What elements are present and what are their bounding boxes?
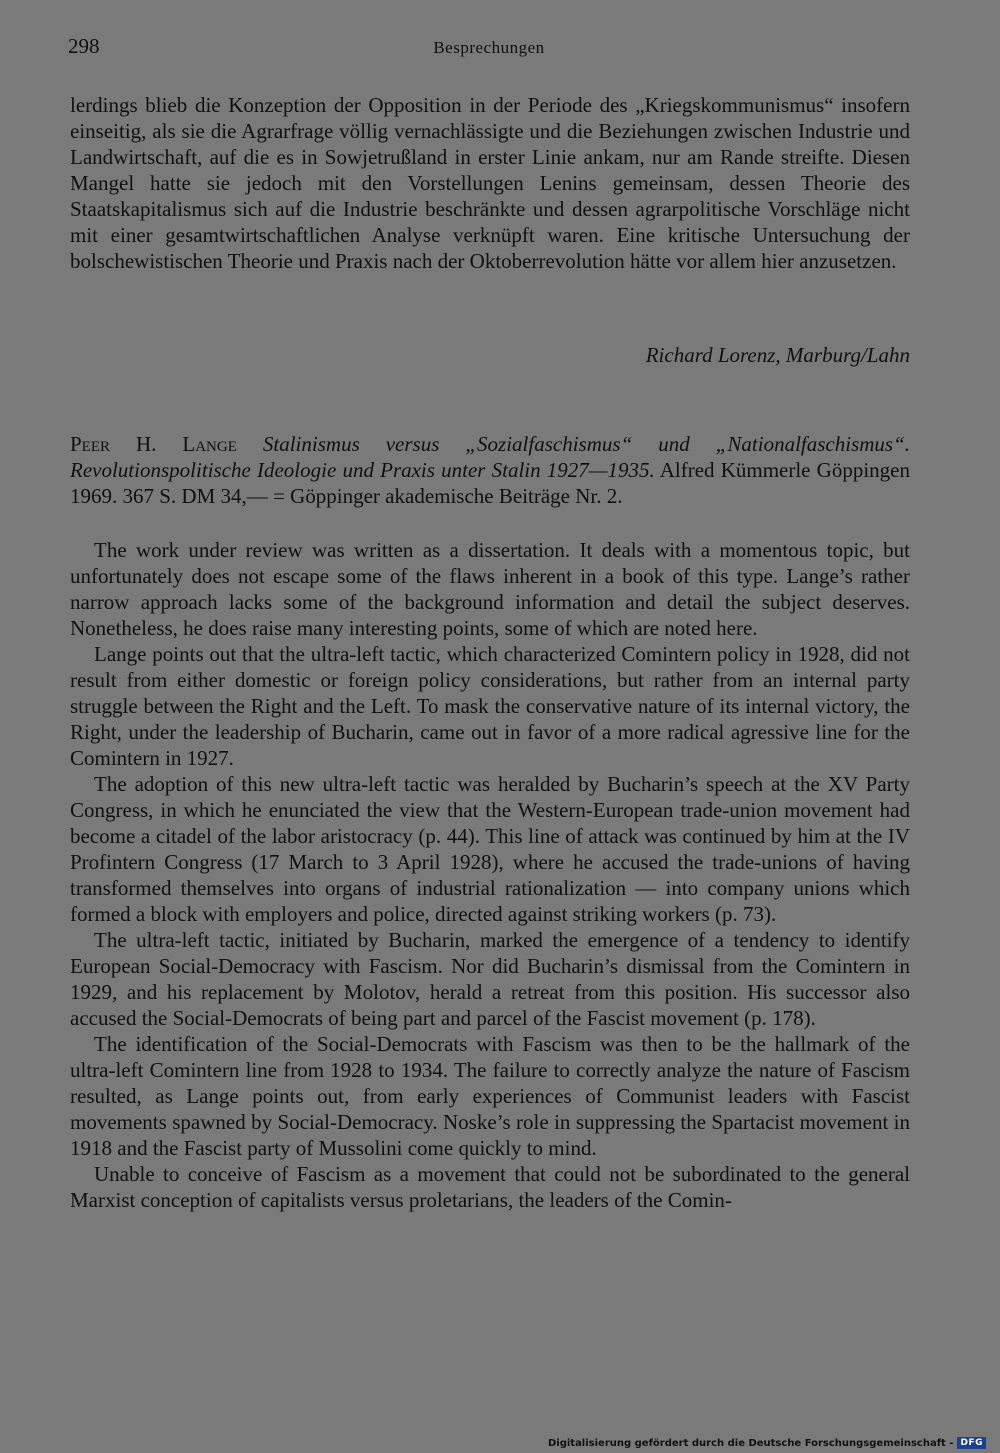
review-paragraph: Lange points out that the ultra-left tactic, which characterized Comintern policy in 1928, did not result from either domestic or foreign policy considerations, but rather from an internal party struggle between the Right and the Left. To mask the conservative nature of its internal victory, the Right, under the leadership of Bucharin, came out in favor of a more radical agressive line for the Comintern in 1927. (70, 642, 910, 770)
book-publication: Alfred Kümmerle Göppingen 1969. 367 S. DM 34,— = Göppinger akademische Beiträge Nr. 2. (70, 458, 910, 508)
credit-text: Digitalisierung gefördert durch die Deutsche Forschungsgemeinschaft - (547, 1437, 954, 1449)
review-paragraph: The ultra-left tactic, initiated by Bucharin, marked the emergence of a tendency to identify European Social-Democracy with Fascism. Nor did Bucharin’s dismissal from the Comintern in 1929, and his replacement by Molotov, herald a retreat from this position. His successor also accused the Social-Democrats of being part and parcel of the Fascist movement (p. 178). (70, 928, 910, 1030)
review-paragraph: The work under review was written as a dissertation. It deals with a momentous topic, but unfortunately does not escape some of the flaws inherent in a book of this type. Lange’s rather narrow approach lacks some of the background information and detail the subject deserves. Nonetheless, he does raise many interesting points, some of which are noted here. (70, 538, 910, 640)
dfg-logo-icon: DFG (957, 1437, 986, 1449)
review-paragraph: The identification of the Social-Democrats with Fascism was then to be the hallmark of the ultra-left Comintern line from 1928 to 1934. The failure to correctly analyze the nature of Fascism resulted, as Lange points out, from early experiences of Communist leaders with Fascist movements spawned by Social-Democracy. Noske’s role in suppressing the Spartacist movement in 1918 and the Fascist party of Mussolini come quickly to mind. (70, 1032, 910, 1160)
reviewer-signature: Richard Lorenz, Marburg/Lahn (645, 343, 910, 367)
book-title: Stalinismus versus „Sozialfaschismus“ und „Nationalfaschismus“. Revolutionspolitische Ideologie und Praxis unter Stalin 1927—1935. (70, 432, 911, 482)
page-number: 298 (68, 34, 100, 58)
review-body (70, 537, 910, 1213)
running-head: Besprechungen (433, 38, 545, 57)
review-paragraph: Unable to conceive of Fascism as a movement that could not be subordinated to the general Marxist conception of capitalists versus proletarians, the leaders of the Comin- (70, 1162, 910, 1212)
review-citation (70, 431, 910, 509)
book-author: Peer H. Lange (70, 432, 237, 456)
page-header (68, 34, 910, 64)
digitization-credit (548, 1437, 986, 1449)
review-paragraph: The adoption of this new ultra-left tactic was heralded by Bucharin’s speech at the XV Party Congress, in which he enunciated the view that the Western-European trade-union movement had become a citadel of the labor aristocracy (p. 44). This line of attack was continued by him at the IV Profintern Congress (17 March to 3 April 1928), where he accused the trade-unions of having transformed themselves into organs of industrial rationalization — into company unions which formed a block with employers and police, directed against striking workers (p. 73). (70, 772, 910, 926)
previous-review-paragraph: lerdings blieb die Konzeption der Opposition in der Periode des „Kriegskommunismus“ insofern einseitig, als sie die Agrarfrage völlig vernachlässigte und die Beziehungen zwischen Industrie und Landwirtschaft, auf die es in Sowjetrußland in erster Linie ankam, nur am Rande streifte. Diesen Mangel hatte sie jedoch mit den Vorstellungen Lenins gemeinsam, dessen Theorie des Staatskapitalismus sich auf die Industrie beschränkte und dessen agrarpolitische Vorschläge nicht mit einer gesamtwirtschaftlichen Analyse verknüpft waren. Eine kritische Untersuchung der bolschewistischen Theorie und Praxis nach der Oktoberrevolution hätte vor allem hier anzusetzen. (70, 93, 910, 273)
